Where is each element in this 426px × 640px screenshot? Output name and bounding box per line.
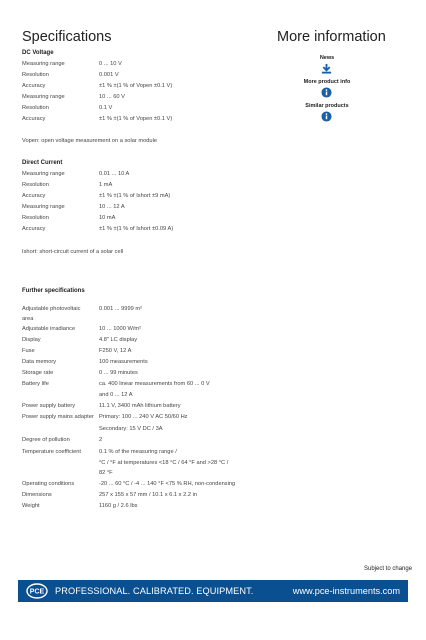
more-product-info-link[interactable]: More product info xyxy=(303,79,351,85)
spec-value: 257 x 155 x 57 mm / 10.1 x 6.1 x 2.2 in xyxy=(99,492,198,498)
spec-label: Accuracy xyxy=(22,226,46,232)
spec-label: Measuring range xyxy=(22,61,65,67)
spec-value: 0.001 ... 9999 m² xyxy=(99,306,142,312)
spec-value: ±1 % ±(1 % of Ishort ±9 mA) xyxy=(99,193,171,199)
spec-value: Secondary: 15 V DC / 3A xyxy=(99,426,163,432)
spec-label: Power supply mains adapter xyxy=(22,414,94,420)
ishort-note: Ishort: short-circuit current of a solar cell xyxy=(22,249,124,255)
specifications-title: Specifications xyxy=(22,29,112,45)
spec-value: 10 mA xyxy=(99,215,116,221)
spec-label: Measuring range xyxy=(22,204,65,210)
logo-text: PCE xyxy=(29,588,45,596)
spec-value: 10 ... 12 A xyxy=(99,204,125,210)
spec-value: -20 ... 60 °C / -4 ... 140 °F <75 % RH, non-condensing xyxy=(99,481,236,487)
spec-label: Power supply battery xyxy=(22,403,76,409)
spec-label: Accuracy xyxy=(22,83,46,89)
spec-value: ±1 % ±(1 % of Ishort ±0.09 A) xyxy=(99,226,174,232)
info-icon[interactable] xyxy=(321,87,332,98)
spec-value: and 0 ... 12 A xyxy=(99,392,133,398)
spec-value: ca. 400 linear measurements from 60 ... 0 V xyxy=(99,381,210,387)
spec-value: F250 V, 12 A xyxy=(99,348,132,354)
dc-voltage-heading: DC Voltage xyxy=(22,50,54,56)
spec-value: 0.01 ... 10 A xyxy=(99,171,130,177)
spec-label: Resolution xyxy=(22,182,49,188)
spec-label: Resolution xyxy=(22,215,49,221)
further-specifications-heading: Further specifications xyxy=(22,288,85,294)
info-icon[interactable] xyxy=(321,111,332,122)
spec-label: Dimensions xyxy=(22,492,52,498)
direct-current-heading: Direct Current xyxy=(22,160,63,166)
spec-label: Temperature coefficient xyxy=(22,449,82,455)
spec-value: 2 xyxy=(99,437,103,443)
spec-label: Adjustable irradiance xyxy=(22,326,76,332)
more-information-title: More information xyxy=(277,29,386,45)
vopen-note: Vopen: open voltage measurement on a solar module xyxy=(22,138,158,144)
spec-value: 4.8" LC display xyxy=(99,337,138,343)
spec-label: Measuring range xyxy=(22,94,65,100)
spec-value: 11.1 V, 3400 mAh lithium battery xyxy=(99,403,181,409)
spec-label: Degree of pollution xyxy=(22,437,70,443)
spec-value: 82 °F xyxy=(99,470,113,476)
footer-url-link[interactable]: www.pce-instruments.com xyxy=(292,586,400,596)
spec-value: 10 ... 1000 W/m² xyxy=(99,326,142,332)
spec-label: Resolution xyxy=(22,72,49,78)
news-link[interactable]: News xyxy=(319,55,335,61)
spec-label: Adjustable photovoltaic xyxy=(22,306,81,312)
spec-value: 10 ... 60 V xyxy=(99,94,125,100)
spec-label: Accuracy xyxy=(22,193,46,199)
spec-value: ±1 % ±(1 % of Vopen ±0.1 V) xyxy=(99,83,173,89)
spec-value: 1 mA xyxy=(99,182,113,188)
spec-value: 0 ... 99 minutes xyxy=(99,370,138,376)
spec-label: Fuse xyxy=(22,348,35,354)
spec-label: area xyxy=(22,316,34,322)
spec-label: Accuracy xyxy=(22,116,46,122)
subject-to-change-note: Subject to change xyxy=(364,566,413,572)
spec-value: Primary: 100 ... 240 V AC 50/60 Hz xyxy=(99,414,188,420)
spec-value: 0.1 V xyxy=(99,105,113,111)
pce-logo xyxy=(26,583,48,599)
similar-products-link[interactable]: Similar products xyxy=(305,103,349,109)
spec-label: Resolution xyxy=(22,105,49,111)
spec-value: °C / °F at temperatures <18 °C / 64 °F and >28 °C / xyxy=(99,460,229,466)
footer-banner xyxy=(18,580,408,602)
footer-slogan: PROFESSIONAL. CALIBRATED. EQUIPMENT. xyxy=(55,586,254,596)
spec-label: Operating conditions xyxy=(22,481,75,487)
spec-label: Measuring range xyxy=(22,171,65,177)
spec-value: 0 ... 10 V xyxy=(99,61,122,67)
spec-value: 100 measurements xyxy=(99,359,148,365)
spec-label: Data memory xyxy=(22,359,57,365)
spec-label: Storage rate xyxy=(22,370,54,376)
spec-label: Battery life xyxy=(22,381,49,387)
spec-value: 1160 g / 2.6 lbs xyxy=(99,503,138,509)
spec-label: Weight xyxy=(22,503,40,509)
spec-value: ±1 % ±(1 % of Vopen ±0.1 V) xyxy=(99,116,173,122)
spec-value: 0.001 V xyxy=(99,72,119,78)
spec-value: 0.1 % of the measuring range / xyxy=(99,449,177,455)
download-icon[interactable] xyxy=(321,63,332,74)
spec-label: Display xyxy=(22,337,41,343)
